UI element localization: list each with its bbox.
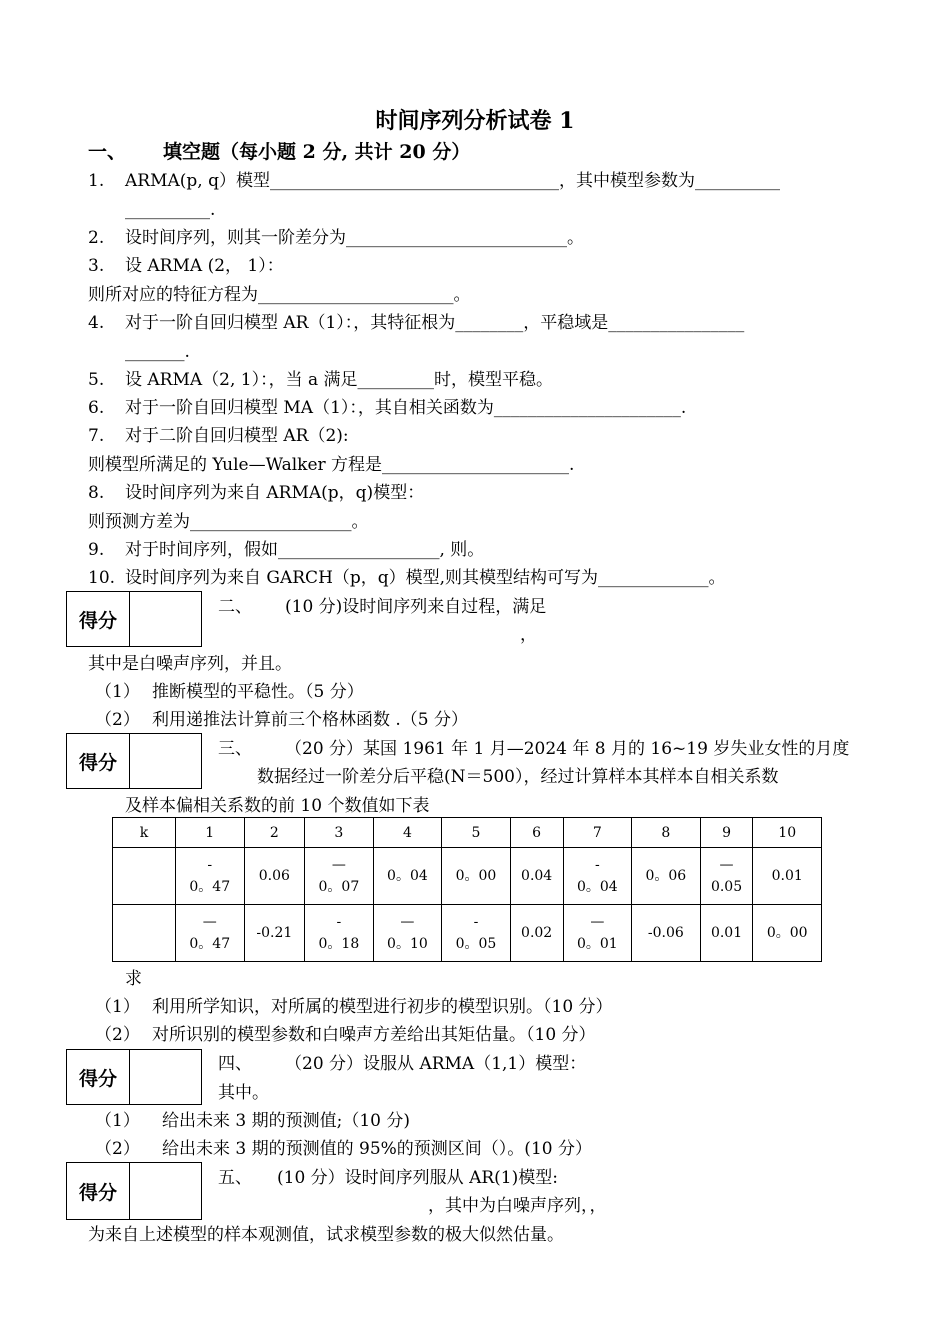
table-header-row — [113, 818, 822, 848]
q4-text: 对于一阶自回归模型 AR（1）：，其特征根为________，平稳域是________________ — [125, 313, 745, 333]
section4-sub1-number: （1） — [95, 1111, 140, 1131]
q8-continuation: 则预测方差为___________________。 — [88, 512, 369, 532]
table-cell — [113, 905, 176, 962]
table-cell: 0.01 — [700, 905, 753, 962]
section4-number: 四、 — [218, 1054, 252, 1074]
section5-line2: ，其中为白噪声序列，， — [428, 1196, 607, 1216]
table-header-cell: 9 — [700, 818, 753, 848]
section2-sub1: 推断模型的平稳性。（5 分） — [152, 682, 364, 702]
section2-text: (10 分)设时间序列来自过程，满足 — [285, 597, 547, 617]
table-cell: -0.06 — [632, 905, 701, 962]
table-cell: — 0。07 — [305, 848, 374, 905]
section4-sub2-number: （2） — [95, 1139, 140, 1159]
section3-number: 三、 — [218, 739, 252, 759]
q4-continuation: _______. — [125, 342, 190, 362]
section2-line2: 其中是白噪声序列，并且。 — [88, 654, 292, 674]
section3-sub2-number: （2） — [95, 1025, 140, 1045]
section4-sub2: 给出未来 3 期的预测值的 95%的预测区间（）。(10 分） — [162, 1139, 592, 1159]
score-label: 得分 — [67, 1163, 130, 1219]
section3-line2: 数据经过一阶差分后平稳(N＝500），经过计算样本其样本自相关系数 — [257, 767, 779, 787]
score-cell — [130, 1163, 201, 1219]
table-cell: - 0。18 — [305, 905, 374, 962]
score-cell — [130, 1050, 201, 1104]
section4-text: （20 分）设服从 ARMA（1,1）模型： — [285, 1054, 587, 1074]
q3-number: 3. — [88, 256, 105, 276]
table-cell: 0。04 — [373, 848, 442, 905]
q3-text: 设 ARMA (2， 1）： — [125, 256, 284, 276]
table-cell: 0.01 — [753, 848, 822, 905]
q1-number: 1. — [88, 171, 105, 191]
q6-text: 对于一阶自回归模型 MA（1）：，其自相关函数为______________________. — [125, 398, 687, 418]
section1-heading: 填空题（每小题 2 分, 共计 20 分） — [163, 141, 471, 163]
section4-sub1: 给出未来 3 期的预测值;（10 分) — [162, 1111, 411, 1131]
q7-text: 对于二阶自回归模型 AR（2): — [125, 426, 349, 446]
table-header-cell: 1 — [176, 818, 245, 848]
section3-text: （20 分）某国 1961 年 1 月—2024 年 8 月的 16~19 岁失业女性的月度 — [285, 739, 850, 759]
q9-number: 9. — [88, 540, 105, 560]
table-cell: — 0。47 — [176, 905, 245, 962]
section2-sub1-number: （1） — [95, 682, 140, 702]
section3-line3: 及样本偏相关系数的前 10 个数值如下表 — [125, 796, 430, 816]
section1-number: 一、 — [88, 141, 127, 163]
section5-text: (10 分）设时间序列服从 AR(1)模型: — [277, 1168, 558, 1188]
section2-comma: ， — [520, 625, 537, 645]
score-box-2 — [66, 591, 202, 647]
table-header-cell: 2 — [244, 818, 305, 848]
table-header-cell: 4 — [373, 818, 442, 848]
table-header-cell: 5 — [442, 818, 511, 848]
table-header-cell: 8 — [632, 818, 701, 848]
table-cell: — 0.05 — [700, 848, 753, 905]
page-title: 时间序列分析试卷 1 — [375, 108, 575, 134]
q5-text: 设 ARMA（2, 1）：，当 a 满足_________时，模型平稳。 — [125, 370, 554, 390]
q1-text: ARMA(p, q）模型__________________________________，其中模型参数为__________ — [125, 171, 780, 191]
q2-number: 2. — [88, 228, 105, 248]
section4-line2: 其中。 — [218, 1083, 269, 1103]
q7-continuation: 则模型所满足的 Yule—Walker 方程是______________________. — [88, 455, 575, 475]
q2-text: 设时间序列，则其一阶差分为__________________________。 — [125, 228, 584, 248]
table-cell — [113, 848, 176, 905]
table-header-cell: 3 — [305, 818, 374, 848]
section2-number: 二、 — [218, 597, 252, 617]
table-header-cell: 7 — [563, 818, 632, 848]
table-cell: - 0。47 — [176, 848, 245, 905]
q8-number: 8. — [88, 483, 105, 503]
q7-number: 7. — [88, 426, 105, 446]
section2-sub2-number: （2） — [95, 710, 140, 730]
section5-number: 五、 — [218, 1168, 252, 1188]
table-cell: 0。00 — [753, 905, 822, 962]
score-cell — [130, 592, 201, 646]
table-row-pacf — [113, 905, 822, 962]
table-cell: 0。06 — [632, 848, 701, 905]
section3-sub2: 对所识别的模型参数和白噪声方差给出其矩估量。（10 分） — [152, 1025, 596, 1045]
q9-text: 对于时间序列，假如___________________, 则。 — [125, 540, 485, 560]
section3-ask: 求 — [125, 969, 142, 989]
table-cell: — 0。01 — [563, 905, 632, 962]
table-cell: — 0。10 — [373, 905, 442, 962]
table-cell: 0.02 — [510, 905, 563, 962]
section2-sub2: 利用递推法计算前三个格林函数 .（5 分） — [152, 710, 469, 730]
q5-number: 5. — [88, 370, 105, 390]
section3-sub1-number: （1） — [95, 997, 140, 1017]
table-cell: 0。00 — [442, 848, 511, 905]
q6-number: 6. — [88, 398, 105, 418]
q3-continuation: 则所对应的特征方程为_______________________。 — [88, 285, 471, 305]
score-box-3 — [66, 733, 202, 789]
table-cell: 0.06 — [244, 848, 305, 905]
table-header-cell: 10 — [753, 818, 822, 848]
score-box-4 — [66, 1049, 202, 1105]
acf-pacf-table — [112, 817, 822, 962]
section5-line3: 为来自上述模型的样本观测值，试求模型参数的极大似然估量。 — [88, 1225, 564, 1245]
section3-sub1: 利用所学知识，对所属的模型进行初步的模型识别。（10 分） — [152, 997, 613, 1017]
score-label: 得分 — [67, 734, 130, 788]
score-box-5 — [66, 1162, 202, 1220]
table-row-acf — [113, 848, 822, 905]
table-cell: - 0。04 — [563, 848, 632, 905]
table-cell: - 0。05 — [442, 905, 511, 962]
table-header-cell: 6 — [510, 818, 563, 848]
q10-text: 设时间序列为来自 GARCH（p，q）模型,则其模型结构可写为_____________。 — [125, 568, 726, 588]
q10-number: 10. — [88, 568, 116, 588]
table-header-cell: k — [113, 818, 176, 848]
score-cell — [130, 734, 201, 788]
score-label: 得分 — [67, 1050, 130, 1104]
table-cell: 0.04 — [510, 848, 563, 905]
q8-text: 设时间序列为来自 ARMA(p，q)模型： — [125, 483, 425, 503]
score-label: 得分 — [67, 592, 130, 646]
q4-number: 4. — [88, 313, 105, 333]
q1-continuation: __________. — [125, 200, 216, 220]
table-cell: -0.21 — [244, 905, 305, 962]
